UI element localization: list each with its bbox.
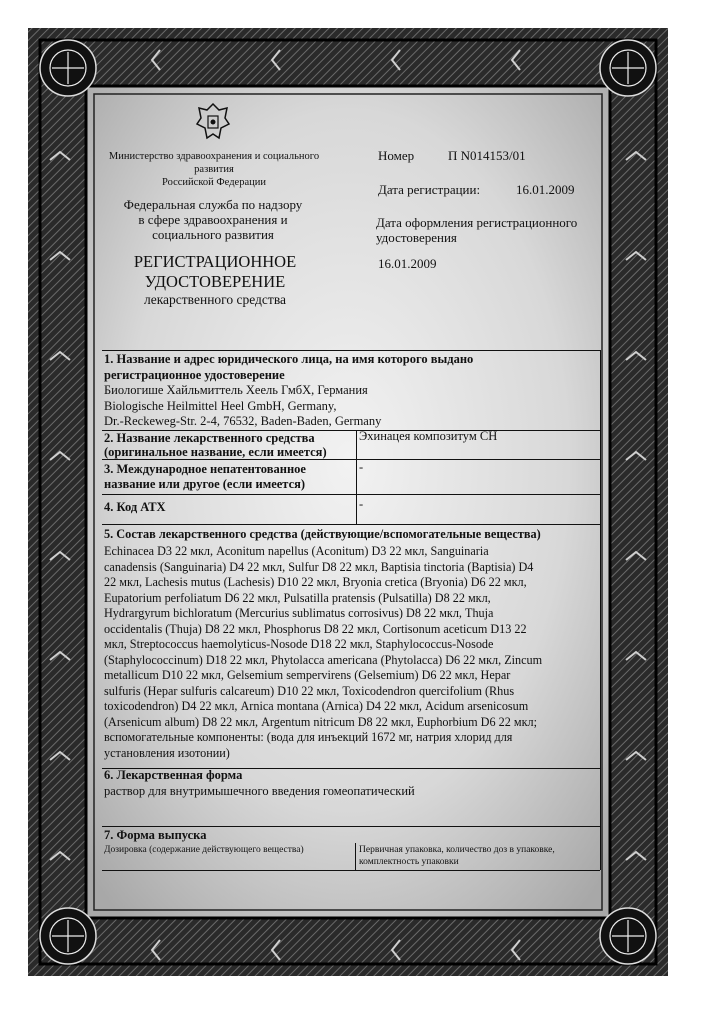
table-line	[355, 843, 356, 870]
section-4-title: 4. Код АТХ	[104, 500, 166, 514]
number-value: П N014153/01	[448, 148, 526, 163]
section-2-value: Эхинацея композитум СН	[359, 429, 498, 443]
section-6-value: раствор для внутримышечного введения гомеопатический	[104, 784, 415, 798]
table-line	[102, 826, 600, 827]
table-line	[102, 494, 600, 495]
table-line	[102, 870, 600, 871]
issue-date-label: Дата оформления регистрационного удостоверения	[376, 215, 578, 245]
table-line	[102, 524, 600, 525]
section-2-title: 2. Название лекарственного средства (оригинальное название, если имеется)	[104, 431, 327, 459]
reg-date-value: 16.01.2009	[516, 182, 575, 197]
section-4-value: -	[359, 497, 364, 511]
table-line	[600, 350, 601, 870]
table-line	[102, 459, 600, 460]
issue-date-value: 16.01.2009	[378, 256, 437, 271]
service-name: Федеральная служба по надзору в сфере здравоохранения и социального развития	[123, 197, 303, 242]
reg-date-label: Дата регистрации:	[378, 182, 481, 197]
section-6-title: 6. Лекарственная форма	[104, 768, 243, 782]
section-7-packaging-header: Первичная упаковка, количество доз в упаковке, комплектность упаковки	[359, 845, 555, 867]
ministry-name: Министерство здравоохранения и социального развития Российской Федерации	[108, 151, 320, 188]
section-1-value: Биологише Хайльмиттель Хеель ГмбХ, Германия Biologische Heilmittel Heel GmbH, Germany, Dr.-Reckeweg-Str. 2-4, 76532, Baden-Baden, Germany	[104, 383, 382, 428]
section-3-title: 3. Международное непатентованное название или другое (если имеется)	[104, 462, 306, 491]
section-5-composition: Echinacea D3 22 мкл, Aconitum napellus (Aconitum) D3 22 мкл, Sanguinaria canadensis (Sanguinaria) D4 22 мкл, Sulfur D8 22 мкл, Baptisia tinctoria (Baptisia) D4 22 мкл, Lachesis mutus (Lachesis) D10 22 мкл, Bryonia cretica (Bryonia) D6 22 мкл, Eupatorium perfoliatum D6 22 мкл, Pulsatilla pratensis (Pulsatilla) D8 22 мкл, Hydrargyrum bichloratum (Mercurius sublimatus corrosivus) D8 22 мкл, Thuja occidentalis (Thuja) D8 22 мкл, Phosphorus D8 22 мкл, Cortisonum aceticum D13 22 мкл, Streptococcus haemolyticus-Nosode D18 22 мкл, Staphylococcus-Nosode (Staphylococcinum) D18 22 мкл, Phytolacca americana (Phytolacca) D6 22 мкл, Zincum metallicum D10 22 мкл, Gelsemium sempervirens (Gelsemium) D6 22 мкл, Hepar sulfuris (Hepar sulfuris calcareum) D10 22 мкл, Toxicodendron quercifolium (Rhus toxicodendron) D4 22 мкл, Arnica montana (Arnica) D4 22 мкл, Acidum arsenicosum (Arsenicum album) D8 22 мкл, Argentum nitricum D8 22 мкл, Euphorbium D6 22 мкл; вспомогательные компоненты: (вода для инъекций 1672 мг, натрия хлорид для установления изотонии)	[104, 544, 543, 760]
table-line	[356, 430, 357, 524]
section-5-title: 5. Состав лекарственного средства (действующие/вспомогательные вещества)	[104, 527, 541, 541]
table-line	[102, 350, 600, 351]
document-subtitle: лекарственного средства	[143, 292, 287, 307]
coat-of-arms-emblem	[194, 100, 232, 144]
section-7-dosage-header: Дозировка (содержание действующего вещества)	[104, 845, 304, 855]
section-7-title: 7. Форма выпуска	[104, 828, 207, 842]
document-title: РЕГИСТРАЦИОННОЕ УДОСТОВЕРЕНИЕ	[133, 252, 297, 291]
number-label: Номер	[378, 148, 415, 163]
section-3-value: -	[359, 460, 364, 474]
section-1-title: 1. Название и адрес юридического лица, на имя которого выдано регистрационное удостоверение	[104, 352, 474, 382]
